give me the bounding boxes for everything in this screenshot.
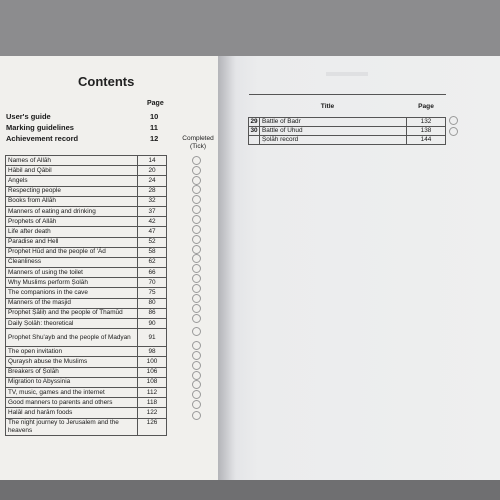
tick-circle[interactable] [192,284,201,293]
toc-row [6,247,167,257]
tick-circle[interactable] [192,225,201,234]
lesson-page: 100 [138,357,167,367]
lesson-page: 42 [138,217,167,227]
lesson-page: 58 [138,247,167,257]
page-title: Contents [78,74,135,89]
lesson-page: 52 [138,237,167,247]
tick-circle[interactable] [192,195,201,204]
lesson-page: 75 [138,288,167,298]
tick-circle[interactable] [449,116,458,125]
tick-circle[interactable] [192,361,201,370]
lesson-title: Manners of eating and drinking [6,206,138,216]
achievement-record-page: 12 [150,134,159,143]
completed-header [179,135,217,151]
lesson-page: 70 [138,278,167,288]
lesson-page: 24 [138,176,167,186]
marking-guidelines-page: 11 [150,123,158,132]
lesson-title: Books from Allāh [6,196,138,206]
lesson-page: 126 [138,418,167,435]
lesson-page: 118 [138,398,167,408]
page-column-header: Page [147,100,164,107]
toc-row [6,268,167,278]
lesson-title: Breakers of Ṣolāh [6,367,138,377]
toc-row [6,217,167,227]
lesson-page: 90 [138,319,167,329]
toc-row [6,196,167,206]
tick-circle[interactable] [192,185,201,194]
lesson-title: Good manners to parents and others [6,398,138,408]
lesson-page: 28 [138,186,167,196]
lesson-page: 80 [138,298,167,308]
scanner-edge [0,480,500,500]
lesson-page: 14 [138,156,167,166]
left-page [0,56,218,500]
lesson-title: Paradise and Hell [6,237,138,247]
page-gutter-shadow [218,56,236,500]
lesson-title: Respecting people [6,186,138,196]
lesson-page: 20 [138,166,167,176]
toc-row [6,387,167,397]
tick-circle[interactable] [192,400,201,409]
tick-circle[interactable] [192,341,201,350]
lesson-number: 29 [250,118,258,125]
right-page [218,56,500,500]
lesson-page: 144 [407,136,446,145]
lesson-title: Prophets of Allāh [6,217,138,227]
tick-circle[interactable] [192,304,201,313]
lesson-page: 98 [138,347,167,357]
lesson-page: 106 [138,367,167,377]
lesson-page: 122 [138,408,167,418]
tick-circle[interactable] [192,166,201,175]
tick-circle[interactable] [192,411,201,420]
lesson-page: 37 [138,206,167,216]
tick-circle[interactable] [192,215,201,224]
toc-row [6,308,167,318]
lesson-title: Battle of Badr [260,118,407,127]
completed-label: Completed [182,135,214,142]
lesson-page: 138 [407,127,446,136]
tick-circle[interactable] [192,380,201,389]
lesson-title: Cleanliness [6,257,138,267]
toc-row [6,357,167,367]
lesson-title: Halāl and harām foods [6,408,138,418]
toc-row [6,288,167,298]
lesson-title: Manners of the masjid [6,298,138,308]
continued-contents-table [248,94,446,145]
lesson-title: Life after death [6,227,138,237]
lesson-title: Prophet Shu'ayb and the people of Madyan [6,329,138,347]
tick-circle[interactable] [192,294,201,303]
toc-row [6,176,167,186]
marking-guidelines-label: Marking guidelines [6,123,74,132]
toc-row [6,278,167,288]
lesson-title: Ṣolāh record [260,136,407,145]
lesson-page: 91 [138,329,167,347]
toc-row [249,118,446,127]
toc-row [6,257,167,267]
tick-circle[interactable] [192,390,201,399]
tick-circle[interactable] [192,156,201,165]
bleed-through-text [326,72,368,76]
lesson-title: Hābil and Qābil [6,166,138,176]
tick-circle[interactable] [192,235,201,244]
lesson-page: 62 [138,257,167,267]
users-guide-page: 10 [150,112,159,121]
toc-row [6,418,167,435]
toc-row [6,398,167,408]
lesson-page: 132 [407,118,446,127]
lesson-number [249,136,260,145]
tick-label: (Tick) [189,143,206,150]
tick-circle[interactable] [192,254,201,263]
tick-circle[interactable] [192,264,201,273]
lesson-title: Battle of Uhud [260,127,407,136]
contents-table [5,155,167,436]
lesson-title: Migration to Abyssinia [6,377,138,387]
lesson-page: 108 [138,377,167,387]
lesson-title: Angels [6,176,138,186]
lesson-page: 112 [138,387,167,397]
lesson-title: Names of Allāh [6,156,138,166]
toc-row [6,408,167,418]
lesson-title: Quraysh abuse the Muslims [6,357,138,367]
toc-row [6,367,167,377]
toc-row [6,156,167,166]
lesson-page: 47 [138,227,167,237]
tick-circle[interactable] [192,245,201,254]
lesson-title: Prophet Hūd and the people of 'Ād [6,247,138,257]
lesson-page: 86 [138,308,167,318]
lesson-title: Prophet Ṣāliḥ and the people of Thamūd [6,308,138,318]
tick-circle[interactable] [192,351,201,360]
toc-row [6,227,167,237]
tick-circle[interactable] [449,127,458,136]
toc-row [6,347,167,357]
lesson-page: 32 [138,196,167,206]
toc-row [6,329,167,347]
toc-row [6,298,167,308]
achievement-record-label: Achievement record [6,134,79,143]
lesson-title: The companions in the cave [6,288,138,298]
tick-circle[interactable] [192,314,201,323]
tick-circle[interactable] [192,327,201,336]
lesson-page: 66 [138,268,167,278]
toc-row [249,127,446,136]
toc-row [6,237,167,247]
toc-row [6,186,167,196]
lesson-title: TV, music, games and the internet [6,387,138,397]
lesson-number: 30 [250,127,258,134]
toc-row [6,377,167,387]
lesson-title: Daily Ṣolāh: theoretical [6,319,138,329]
lesson-title: The open invitation [6,347,138,357]
page-column-header: Page [407,95,446,118]
lesson-title: Why Muslims perform Ṣolāh [6,278,138,288]
toc-row [6,319,167,329]
lesson-title: Manners of using the toilet [6,268,138,278]
toc-row [6,206,167,216]
title-column-header: Title [249,95,407,118]
toc-row [6,166,167,176]
tick-circle[interactable] [192,205,201,214]
tick-circle[interactable] [192,176,201,185]
tick-circle[interactable] [192,274,201,283]
users-guide-label: User's guide [6,112,51,121]
toc-row [249,136,446,145]
lesson-title: The night journey to Jerusalem and the heavens [6,418,138,435]
tick-circle[interactable] [192,371,201,380]
